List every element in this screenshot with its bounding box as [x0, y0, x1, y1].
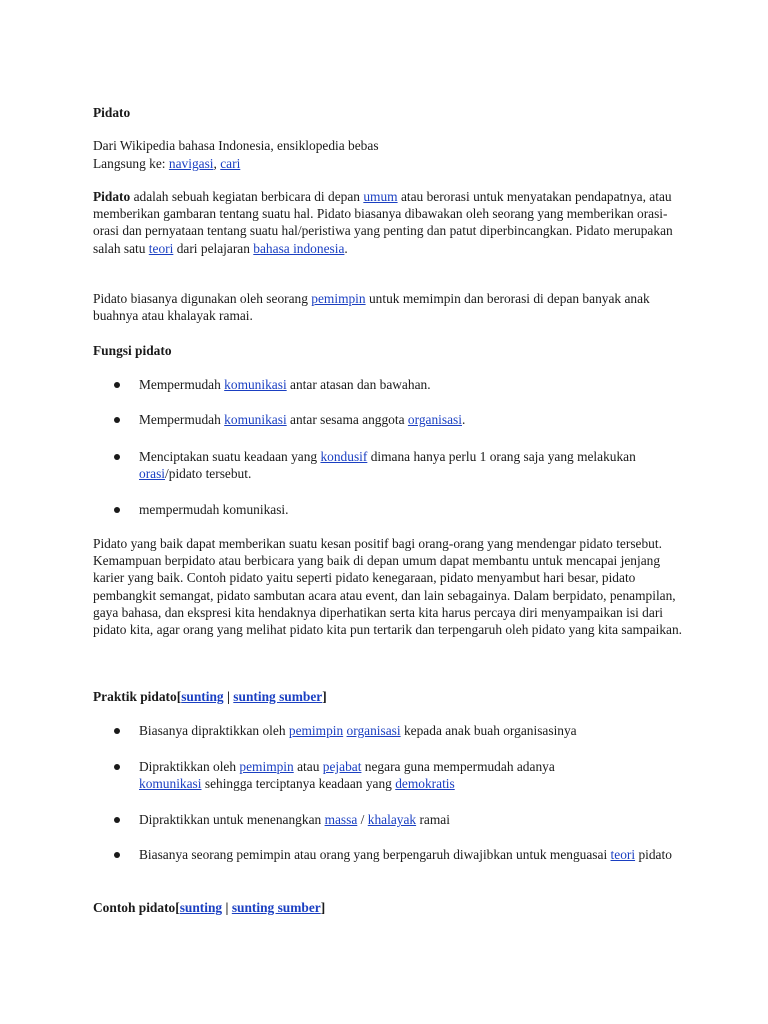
- subtitle: Dari Wikipedia bahasa Indonesia, ensiklopedia bebas: [93, 138, 379, 153]
- bracket-open: [: [176, 689, 182, 704]
- link-organisasi[interactable]: organisasi: [346, 723, 401, 738]
- item-text: Biasanya seorang pemimpin atau orang yang berpengaruh diwajibkan untuk menguasai: [139, 847, 608, 862]
- link-pemimpin[interactable]: pemimpin: [311, 291, 366, 306]
- edit-separator: |: [226, 689, 230, 704]
- item-text: Mempermudah: [139, 377, 221, 392]
- list-item: [139, 501, 689, 518]
- bullet-icon: [114, 852, 120, 858]
- item-text: Menciptakan suatu keadaan yang: [139, 449, 318, 464]
- para2-text-2: untuk memimpin dan berorasi di depan banyak anak buahnya atau khalayak ramai.: [93, 291, 650, 324]
- page-title: Pidato: [93, 105, 131, 120]
- bullet-icon: [114, 817, 120, 823]
- item-text: .: [461, 412, 466, 427]
- link-pemimpin[interactable]: pemimpin: [288, 723, 344, 738]
- list-item: [139, 811, 689, 828]
- bullet-icon: [114, 417, 120, 423]
- link-organisasi[interactable]: organisasi: [407, 412, 462, 427]
- para2-text-1: Pidato biasanya digunakan oleh seorang: [93, 291, 308, 306]
- bullet-icon: [114, 507, 120, 513]
- heading-fungsi: Fungsi pidato: [93, 343, 172, 358]
- link-kondusif[interactable]: kondusif: [320, 449, 368, 464]
- item-text: atau: [297, 759, 320, 774]
- link-orasi[interactable]: orasi: [139, 466, 166, 482]
- edit-separator: |: [225, 900, 229, 915]
- navigation-link[interactable]: navigasi: [168, 156, 214, 171]
- edit-source-link[interactable]: sunting sumber: [233, 689, 323, 704]
- list-item: [139, 722, 689, 739]
- heading-text: Contoh pidato: [93, 900, 176, 915]
- item-text: Biasanya dipraktikkan oleh: [139, 723, 286, 738]
- link-pemimpin[interactable]: pemimpin: [239, 759, 294, 774]
- link-khalayak[interactable]: khalayak: [367, 812, 417, 827]
- link-massa[interactable]: massa: [324, 812, 358, 827]
- intro-text-4: .: [344, 240, 348, 256]
- item-text: kepada anak buah organisasinya: [403, 723, 577, 738]
- intro-text-1: adalah sebuah kegiatan berbicara di depan: [133, 189, 360, 204]
- link-demokratis[interactable]: demokratis: [395, 776, 455, 792]
- paragraph-good-speech: Pidato yang baik dapat memberikan suatu kesan positif bagi orang-orang yang mendengar pidato tersebut. Kemampuan berpidato atau berbicara yang baik di depan umum dapat membantu untuk mencapai jenjang karier yang baik. Contoh pidato yaitu seperti pidato kenegaraan, pidato menyambut hari besar, pidato pembangkit semangat, pidato sambutan acara atau event, dan lain sebagainya. Dalam berpidato, penampilan, gaya bahasa, dan ekspresi kita hendaknya diperhatikan serta kita harus percaya diri menyampaikan isi dari pidato kita, agar orang yang melihat pidato kita pun tertarik dan terpengaruh oleh pidato yang kita sampaikan.: [93, 536, 682, 638]
- item-text: antar sesama anggota: [290, 412, 405, 427]
- item-text: negara guna mempermudah adanya: [364, 759, 555, 774]
- heading-text: Praktik pidato: [93, 689, 177, 704]
- item-text: pidato: [638, 847, 672, 862]
- intro-paragraph: [93, 188, 683, 257]
- heading-contoh: [93, 899, 683, 916]
- edit-source-link[interactable]: sunting sumber: [231, 900, 321, 915]
- link-komunikasi[interactable]: komunikasi: [224, 412, 287, 427]
- item-text: mempermudah komunikasi.: [139, 502, 289, 517]
- link-teori[interactable]: teori: [148, 240, 174, 256]
- intro-term: Pidato: [93, 189, 131, 204]
- intro-text-3: dari pelajaran: [176, 240, 250, 256]
- item-text: dimana hanya perlu 1 orang saja yang melakukan: [370, 449, 636, 464]
- item-text: Mempermudah: [139, 412, 221, 427]
- search-link[interactable]: cari: [220, 156, 241, 171]
- item-text: ramai: [419, 812, 450, 827]
- heading-praktik: [93, 688, 683, 705]
- edit-link[interactable]: sunting: [181, 689, 224, 704]
- item-text: /pidato tersebut.: [165, 466, 252, 482]
- bullet-icon: [114, 454, 120, 460]
- link-pejabat[interactable]: pejabat: [322, 759, 362, 774]
- bullet-icon: [114, 728, 120, 734]
- bracket-close: ]: [322, 689, 327, 704]
- list-item: [139, 758, 579, 792]
- list-item: [139, 846, 689, 863]
- bracket-open: [: [175, 900, 180, 915]
- item-text: Dipraktikkan oleh: [139, 759, 237, 774]
- jump-label: Langsung ke:: [93, 156, 166, 171]
- link-komunikasi[interactable]: komunikasi: [139, 776, 202, 792]
- paragraph-usage: [93, 290, 683, 324]
- item-text: Dipraktikkan untuk menenangkan: [139, 812, 322, 827]
- jump-to-line: [93, 155, 683, 172]
- edit-link[interactable]: sunting: [179, 900, 223, 915]
- bullet-icon: [114, 382, 120, 388]
- link-komunikasi[interactable]: komunikasi: [224, 377, 287, 392]
- list-item: [139, 376, 689, 393]
- bullet-icon: [114, 764, 120, 770]
- jump-separator: ,: [213, 156, 217, 171]
- item-text: antar atasan dan bawahan.: [290, 377, 431, 392]
- intro-text-2: atau berorasi untuk menyatakan pendapatnya, atau memberikan gambaran tentang suatu hal. Pidato biasanya dibawakan oleh seorang yang memberikan orasi-orasi dan pernyataan tentang suatu hal/peristiwa yang penting dan patut diperbincangkan. Pidato merupakan salah satu: [93, 189, 673, 256]
- link-bahasa-indonesia[interactable]: bahasa indonesia: [253, 240, 345, 256]
- link-umum[interactable]: umum: [363, 189, 398, 204]
- link-teori[interactable]: teori: [610, 847, 636, 862]
- item-text: /: [360, 812, 365, 827]
- list-item: [139, 448, 689, 482]
- bracket-close: ]: [320, 900, 326, 915]
- item-text: sehingga terciptanya keadaan yang: [204, 776, 392, 792]
- list-item: [139, 411, 689, 428]
